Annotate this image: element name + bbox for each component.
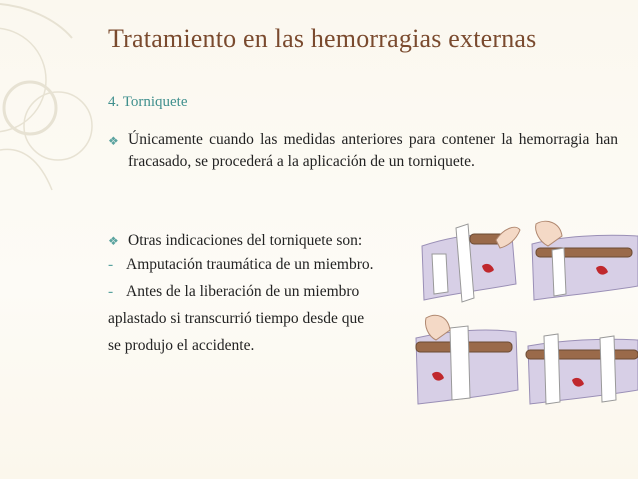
diamond-bullet-icon: ❖	[108, 134, 119, 148]
indication-item	[108, 256, 374, 274]
indication-item	[108, 283, 359, 301]
indication-text: Antes de la liberación de un miembro	[126, 283, 360, 300]
tourniquet-illustration	[412, 214, 638, 410]
indications-intro: Otras indicaciones del torniquete son:	[128, 232, 363, 249]
dash-marker: -	[108, 283, 114, 300]
indication-text: Amputación traumática de un miembro.	[126, 256, 374, 273]
slide-subtitle: 4. Torniquete	[108, 94, 188, 110]
diamond-bullet-icon: ❖	[108, 234, 119, 248]
continuation-line: se produjo el accidente.	[108, 337, 255, 354]
decorative-rings	[0, 0, 120, 479]
paragraph-bullet	[108, 129, 618, 173]
continuation-line: aplastado si transcurrió tiempo desde que	[108, 310, 365, 327]
dash-marker: -	[108, 256, 114, 273]
paragraph-text: Únicamente cuando las medidas anteriores para contener la hemorragia han fracasado, se procederá a la aplicación de un torniquete.	[128, 131, 618, 170]
slide-title: Tratamiento en las hemorragias externas	[108, 24, 537, 53]
indications-intro-row	[108, 229, 362, 252]
